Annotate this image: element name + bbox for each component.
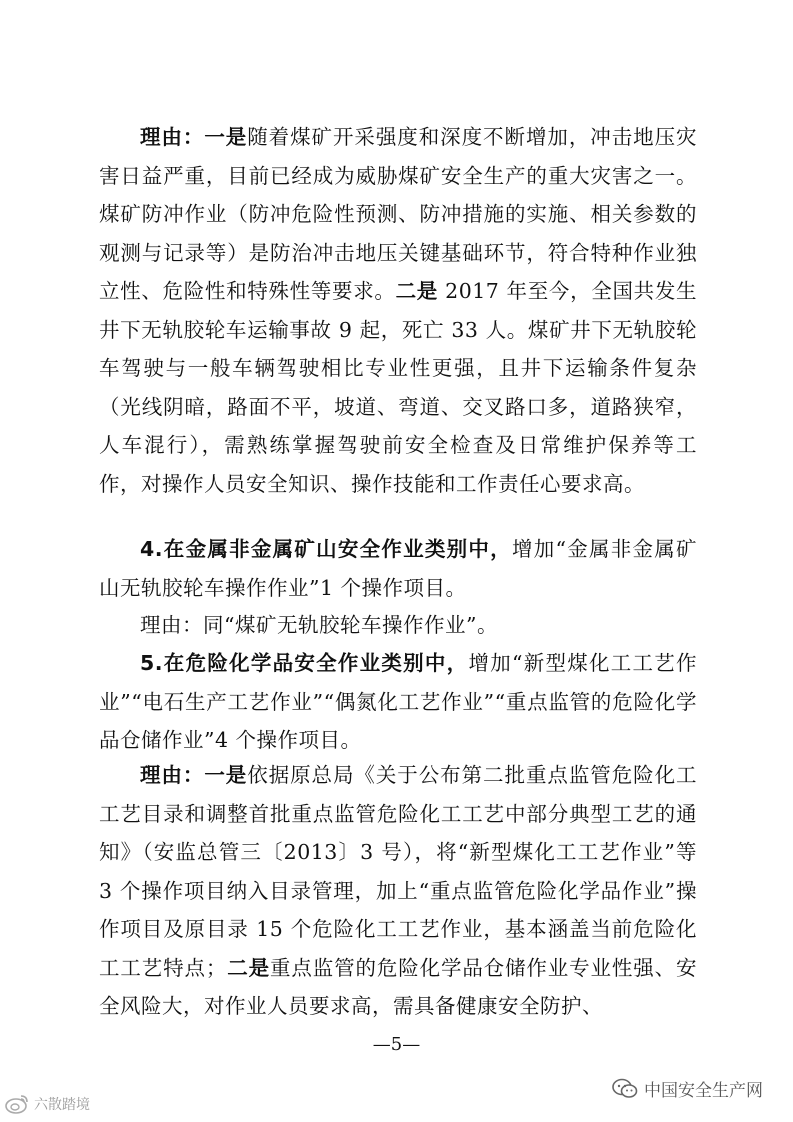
page-number: —5— xyxy=(372,1034,421,1055)
point-one-label-3: 一是 xyxy=(204,763,248,787)
point-one-label: 一是 xyxy=(204,125,248,149)
paragraph-reason-3 xyxy=(99,756,697,1026)
reason-text-1a: 随着煤矿开采强度和深度不断增加，冲击地压灾害日益严重，目前已经成为威胁煤矿安全生产的重大灾害之一。煤矿防冲作业（防冲危险性预测、防冲措施的实施、相关参数的观测与记录等）是防治冲击地压关键基础环节，符合特种作业独立性、危险性和特殊性等要求。 xyxy=(99,125,698,303)
weibo-icon xyxy=(4,1093,30,1115)
point-two-label-3: 二是 xyxy=(226,955,270,980)
reason-text-3a: 依据原总局《关于公布第二批重点监管危险化工工艺目录和调整首批重点监管危险化工工艺中部分典型工艺的通知》（安监总管三〔2013〕3 号），将“新型煤化工工艺作业”等 3 个操作项目纳入目录管理，加上“重点监管危险化学品作业”操作项目及原目录 15 个危险化工工艺作业，基本涵盖当前危险化工工艺特点； xyxy=(99,763,698,980)
reason-text-3b: 重点监管的危险化学品仓储作业专业性强、安全风险大，对作业人员要求高，需具备健康安全防护、 xyxy=(99,955,698,1018)
item-4-text: 增加“金属非金属矿山无轨胶轮车操作作业”1 个操作项目。 xyxy=(99,537,697,600)
weibo-watermark-text: 六散踏境 xyxy=(34,1097,90,1113)
item-5-text: 增加“新型煤化工工艺作业”“电石生产工艺作业”“偶氮化工艺作业”“重点监管的危险化学品仓储作业”4 个操作项目。 xyxy=(99,651,697,752)
point-two-label: 二是 xyxy=(395,279,438,303)
reason-label: 理由： xyxy=(140,125,205,149)
paragraph-reason-1 xyxy=(99,118,697,503)
item-5-heading: 5.在危险化学品安全作业类别中， xyxy=(140,651,469,675)
wechat-icon xyxy=(612,1078,638,1100)
reason-text-1b: 2017 年至今，全国共发生井下无轨胶轮车运输事故 9 起，死亡 33 人。煤矿井下无轨胶轮车驾驶与一般车辆驾驶相比专业性更强，且井下运输条件复杂（光线阴暗，路面不平，坡道、弯道、交叉路口多，道路狭窄，人车混行），需熟练掌握驾驶前安全检查及日常维护保养等工作，对操作人员安全知识、操作技能和工作责任心要求高。 xyxy=(99,279,698,496)
paragraph-reason-2 xyxy=(99,606,697,645)
weibo-watermark xyxy=(4,1093,90,1115)
paragraph-item-5 xyxy=(99,644,697,760)
item-4-heading: 4.在金属非金属矿山安全作业类别中， xyxy=(140,537,512,561)
paragraph-item-4 xyxy=(99,530,697,607)
wechat-watermark xyxy=(612,1076,763,1101)
reason-label-3: 理由： xyxy=(140,763,205,787)
reason-text-2: 理由：同“煤矿无轨胶轮车操作作业”。 xyxy=(140,613,498,637)
wechat-watermark-text: 中国安全生产网 xyxy=(644,1081,763,1101)
